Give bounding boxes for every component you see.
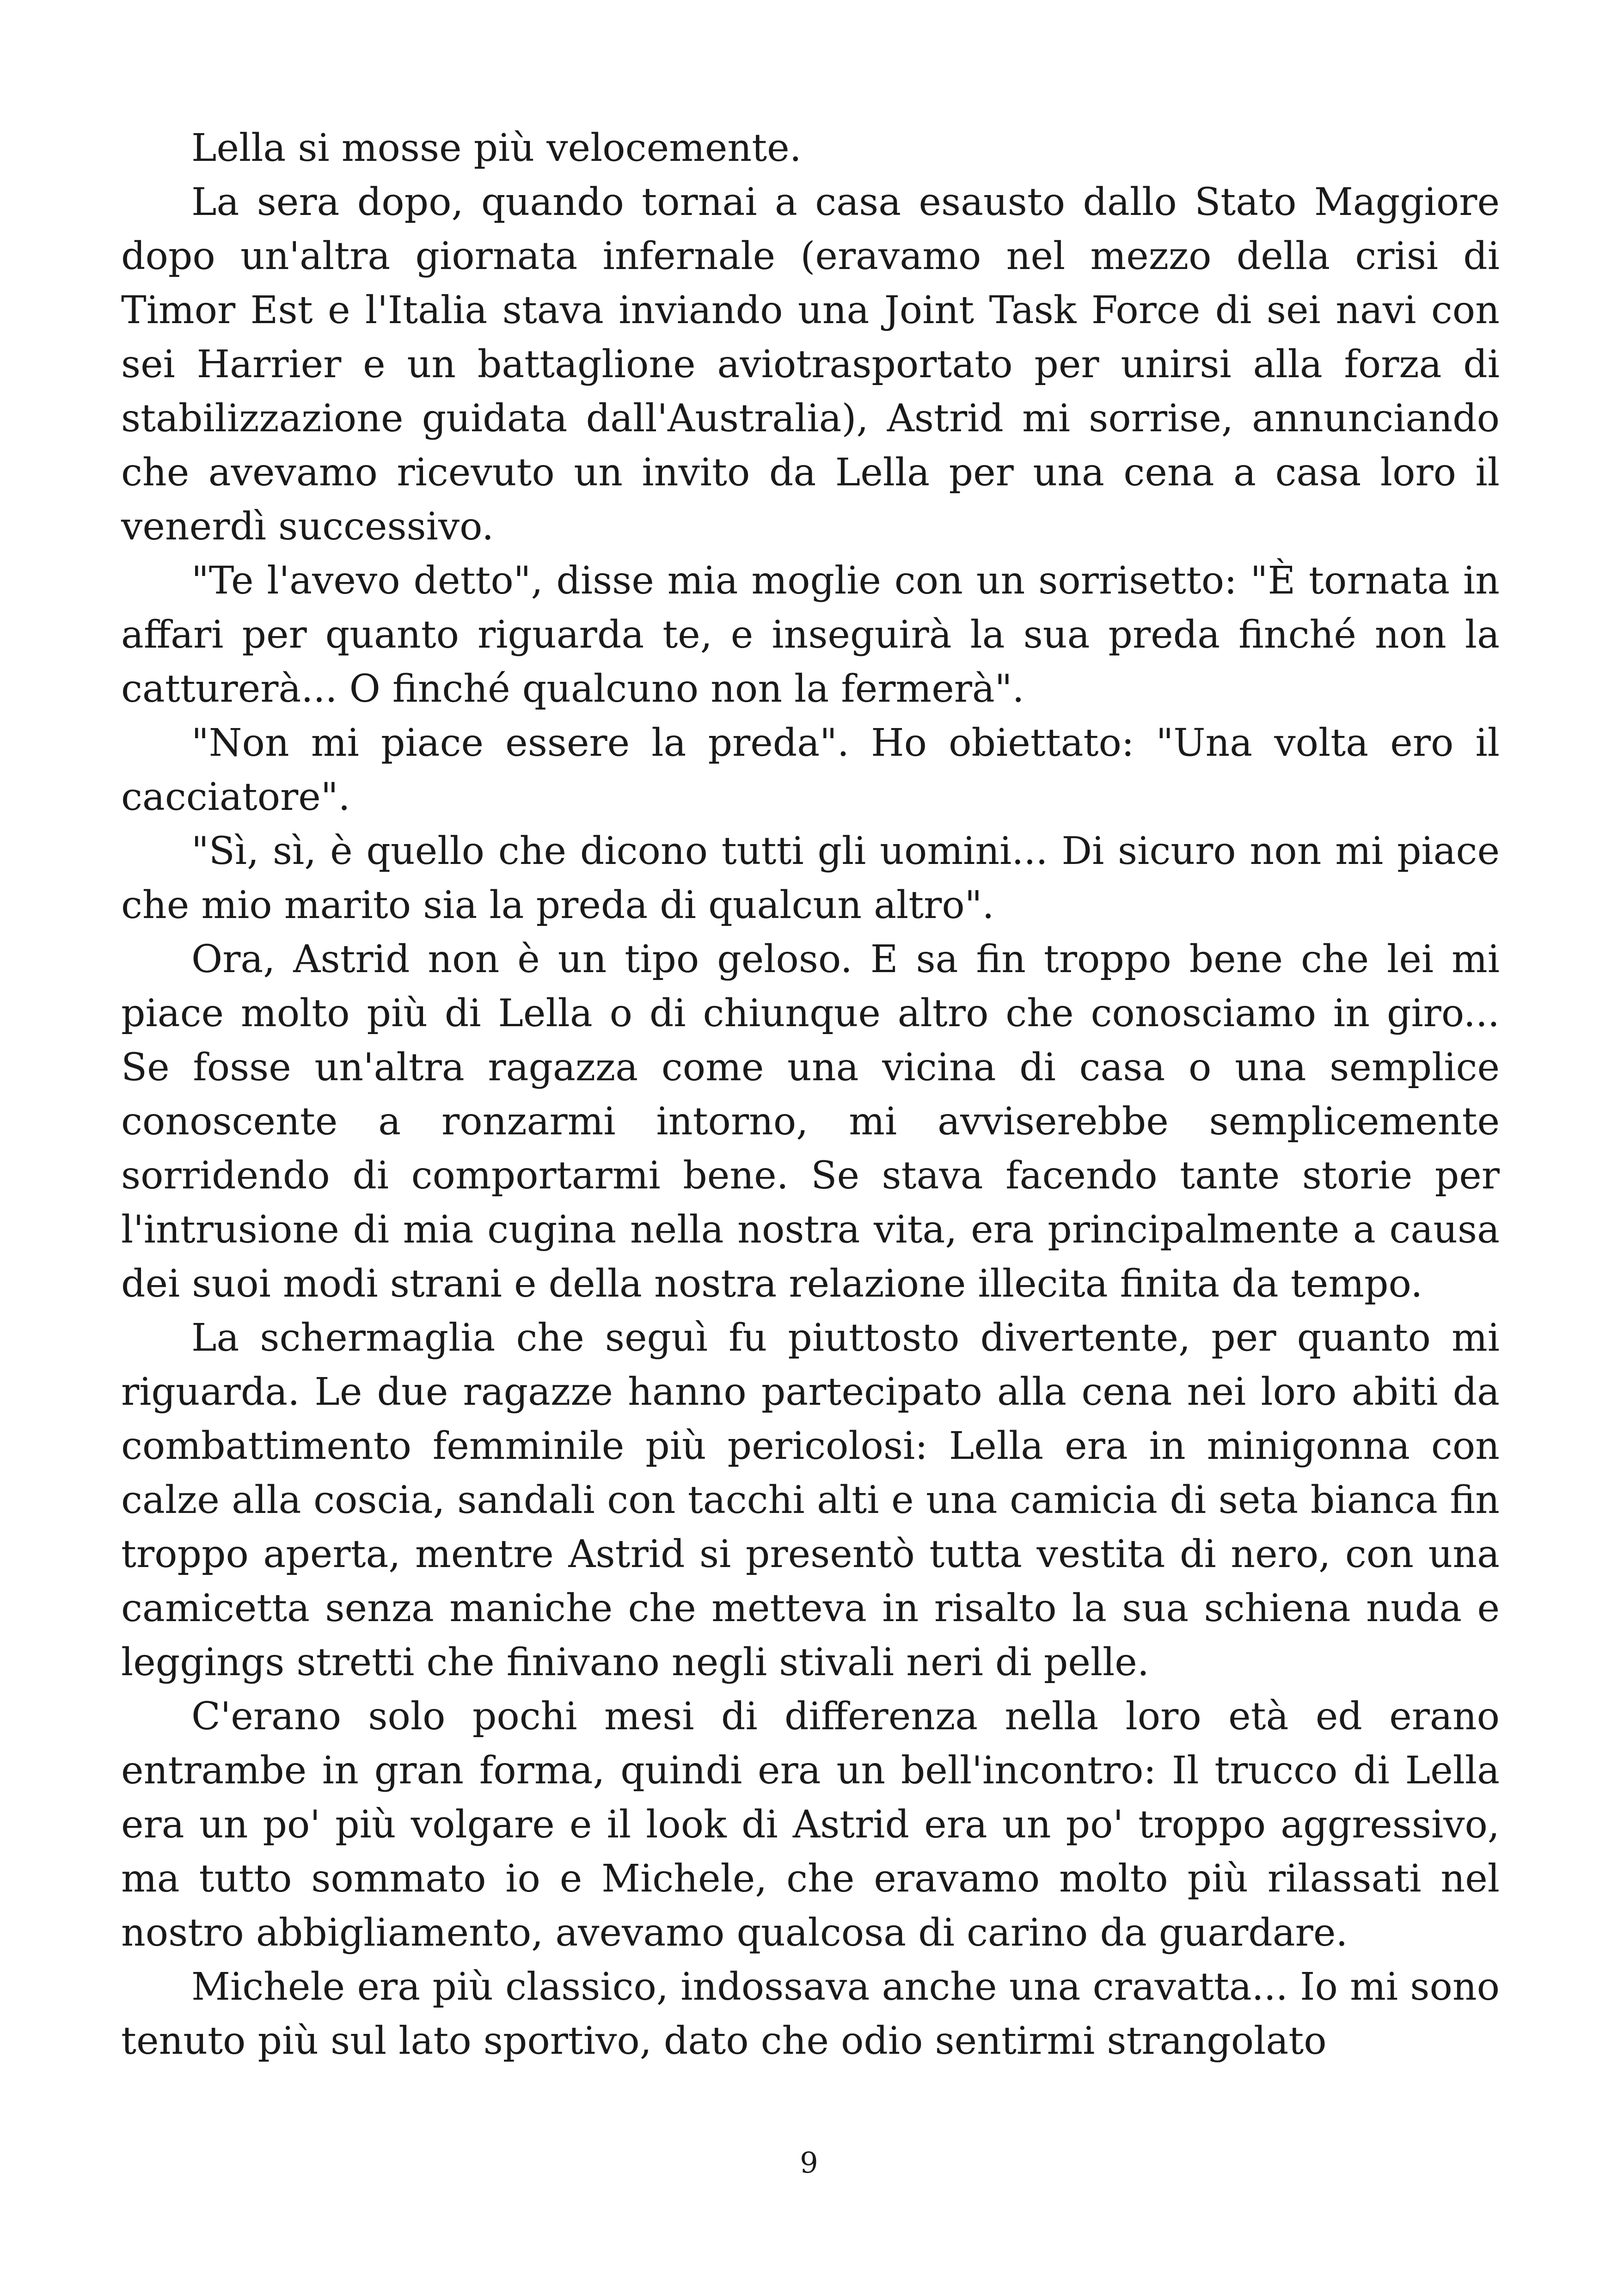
paragraph: Michele era più classico, indossava anche una cravatta... Io mi sono tenuto più sul lato sportivo, dato che odio sentirmi strangolato — [121, 1965, 1500, 2063]
paragraph: "Te l'avevo detto", disse mia moglie con un sorrisetto: "È tornata in affari per quanto riguarda te, e inseguirà la sua preda finché non la catturerà... O finché qualcuno non la fermerà". — [121, 559, 1500, 711]
body-text — [121, 121, 1500, 2068]
paragraph: "Non mi piace essere la preda". Ho obiettato: "Una volta ero il cacciatore". — [121, 721, 1500, 819]
paragraph: C'erano solo pochi mesi di differenza nella loro età ed erano entrambe in gran forma, quindi era un bell'incontro: Il trucco di Lella era un po' più volgare e il look di Astrid era un po' troppo aggressivo, ma tutto sommato io e Michele, che eravamo molto più rilassati nel nostro abbigliamento, avevamo qualcosa di carino da guardare. — [121, 1695, 1500, 1955]
paragraph: La schermaglia che seguì fu piuttosto divertente, per quanto mi riguarda. Le due ragazze hanno partecipato alla cena nei loro abiti da combattimento femminile più pericolosi: Lella era in minigonna con calze alla coscia, sandali con tacchi alti e una camicia di seta bianca fin troppo aperta, mentre Astrid si presentò tutta vestita di nero, con una camicetta senza maniche che metteva in risalto la sua schiena nuda e leggings stretti che finivano negli stivali neri di pelle. — [121, 1316, 1500, 1684]
paragraph: "Sì, sì, è quello che dicono tutti gli uomini... Di sicuro non mi piace che mio marito sia la preda di qualcun altro". — [121, 829, 1500, 927]
paragraph: Ora, Astrid non è un tipo geloso. E sa fin troppo bene che lei mi piace molto più di Lella o di chiunque altro che conosciamo in giro... Se fosse un'altra ragazza come una vicina di casa o una semplice conoscente a ronzarmi intorno, mi avviserebbe semplicemente sorridendo di comportarmi bene. Se stava facendo tante storie per l'intrusione di mia cugina nella nostra vita, era principalmente a causa dei suoi modi strani e della nostra relazione illecita finita da tempo. — [121, 937, 1500, 1306]
paragraph: La sera dopo, quando tornai a casa esausto dallo Stato Maggiore dopo un'altra giornata infernale (eravamo nel mezzo della crisi di Timor Est e l'Italia stava inviando una Joint Task Force di sei navi con sei Harrier e un battaglione aviotrasportato per unirsi alla forza di stabilizzazione guidata dall'Australia), Astrid mi sorrise, annunciando che avevamo ricevuto un invito da Lella per una cena a casa loro il venerdì successivo. — [121, 180, 1500, 549]
paragraph: Lella si mosse più velocemente. — [191, 126, 802, 170]
page-number: 9 — [800, 2146, 818, 2180]
